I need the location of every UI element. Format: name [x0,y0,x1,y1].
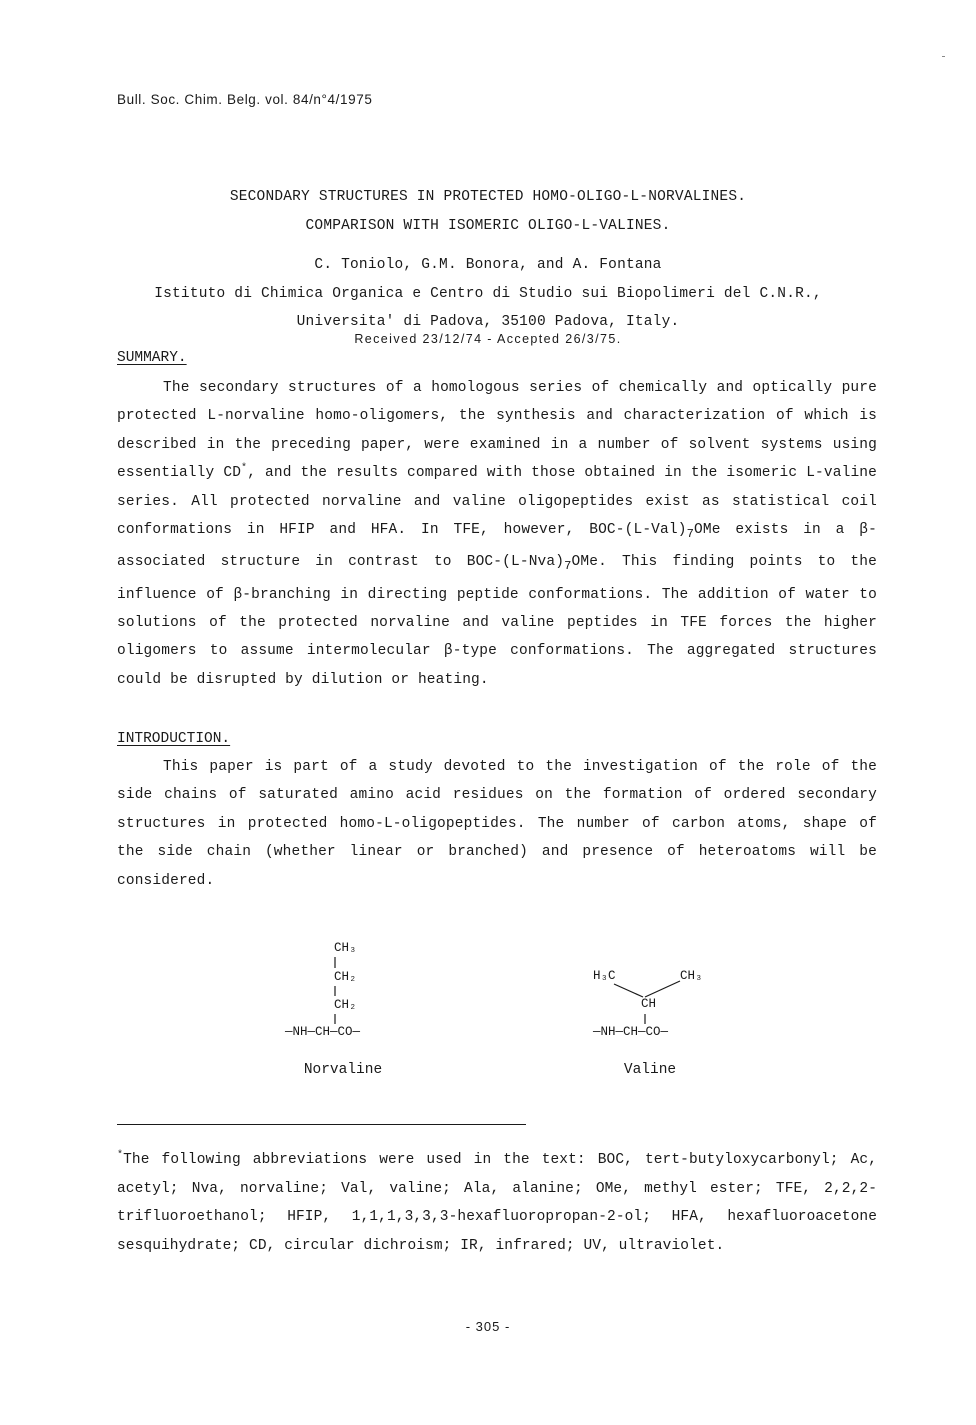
introduction-paragraph [117,753,877,895]
norvaline-bond-alpha [330,1013,340,1025]
summary-text-c: OMe exists in a β-associated structure in contrast to BOC-(L-Nva) [117,522,878,571]
footnote [117,1146,877,1260]
summary-heading: SUMMARY. [117,350,187,366]
bond-right [645,981,680,997]
norvaline-ch2-upper: CH₂ [334,970,357,984]
scan-mark [942,56,945,57]
valine-ch3: CH₃ [680,969,703,983]
subscript-val: 7 [686,526,694,541]
norvaline-ch3: CH₃ [334,941,357,955]
norvaline-backbone: —NH—CH—CO— [285,1025,361,1039]
summary-text-b: , and the results compared with those obtained in the isomeric L-valine series. All protected norvaline and valine oligopeptides exist as statistical coil conformations in HFIP and HFA. In TFE, however, BOC-(L-Val) [117,465,877,539]
page-number: - 305 - [465,1319,511,1334]
footnote-mark: * [117,1150,124,1162]
summary-text-a: The secondary structures of a homologous series of chemically and optically pure protected L-norvaline homo-oligomers, the synthesis and characterization of which is described in the preceding paper, were examined in a number of solvent systems using essentially CD [117,380,877,482]
introduction-text: This paper is part of a study devoted to the investigation of the role of the side chains of saturated amino acid residues on the formation of ordered secondary structures in protected homo-L-oligopeptides. The number of carbon atoms, shape of the side chain (whether linear or branched) and presence of heteroatoms will be considered. [117,759,877,889]
affiliation-line-1: Istituto di Chimica Organica e Centro di Studio sui Biopolimeri del C.N.R., [154,286,822,302]
journal-citation: Bull. Soc. Chim. Belg. vol. 84/n°4/1975 [117,92,373,107]
title-line-1: SECONDARY STRUCTURES IN PROTECTED HOMO-OLIGO-L-NORVALINES. [229,189,747,205]
valine-backbone: —NH—CH—CO— [593,1025,669,1039]
valine-label: Valine [623,1062,677,1078]
introduction-heading: INTRODUCTION. [117,731,231,747]
footnote-text: The following abbreviations were used in the text: BOC, tert-butyloxycarbonyl; Ac, acetyl; Nva, norvaline; Val, valine; Ala, alanine; OMe, methyl ester; TFE, 2,2,2-trifluoroethanol; HFIP, 1,1,1,3,3,3-hexafluoropropan-2-ol; HFA, hexafluoroacetone sesquihydrate; CD, circular dichroism; IR, infrared; UV, ultraviolet. [117,1152,877,1254]
affiliation-line-2: Universita' di Padova, 35100 Padova, Italy. [296,314,680,330]
summary-text-d: OMe. This finding points to the influence of β-branching in directing peptide conformations. The addition of water to solutions of the protected norvaline and valine peptides in TFE forces the higher oligomers to assume intermolecular β-type conformations. The aggregated structures could be disrupted by dilution or heating. [117,554,877,688]
authors: C. Toniolo, G.M. Bonora, and A. Fontana [314,257,662,273]
title-line-2: COMPARISON WITH ISOMERIC OLIGO-L-VALINES. [305,218,671,234]
norvaline-ch2-lower: CH₂ [334,998,357,1012]
valine-h3c: H₃C [593,969,616,983]
norvaline-label: Norvaline [303,1062,383,1078]
footnote-marker: * [241,463,248,475]
bond-left [614,984,643,997]
received-dates: Received 23/12/74 - Accepted 26/3/75. [354,332,622,346]
valine-ch: CH [641,997,657,1011]
subscript-nva: 7 [564,559,572,574]
footnote-rule [117,1124,526,1125]
summary-paragraph [117,374,877,694]
